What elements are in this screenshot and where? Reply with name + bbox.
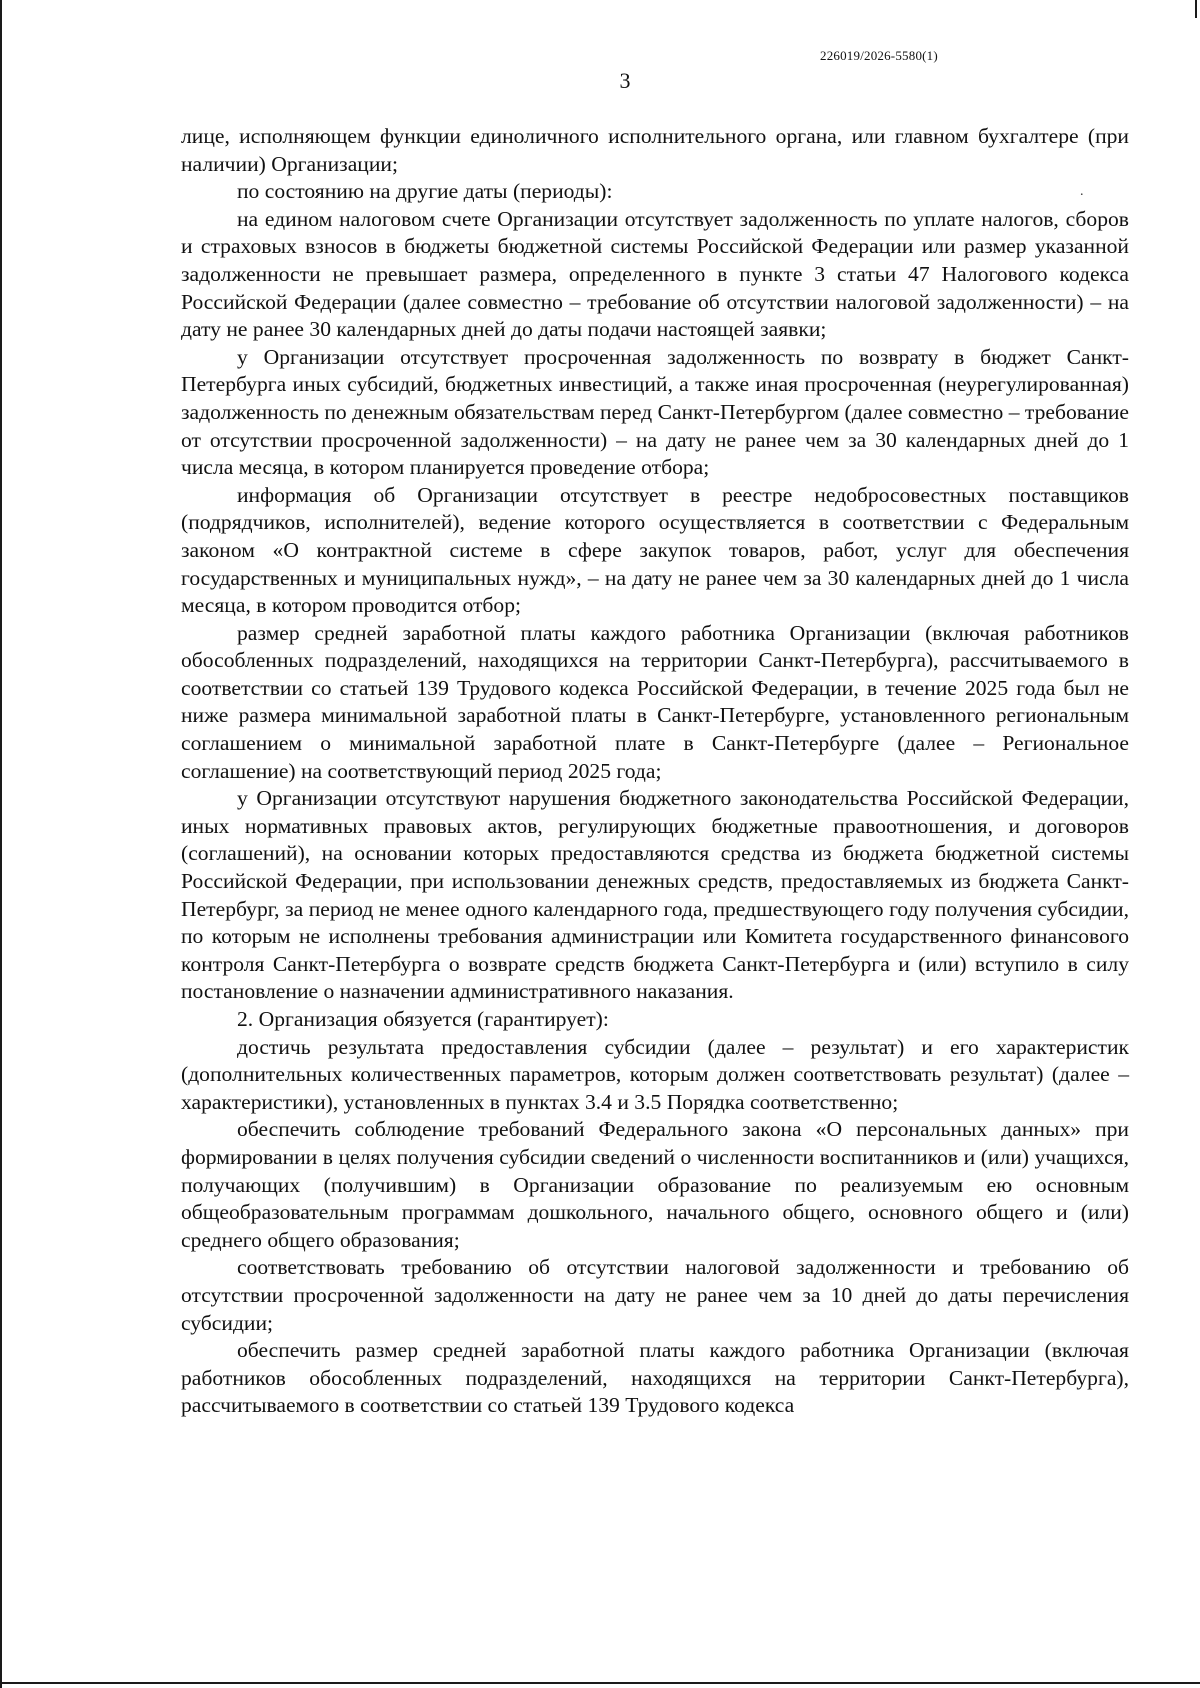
paragraph: у Организации отсутствует просроченная задолженность по возврату в бюджет Санкт-Петербурга иных субсидий, бюджетных инвестиций, а также иная просроченная (неурегулированная) задолженность по денежным обязательствам перед Санкт-Петербургом (далее совместно – требование от отсутствии просроченной задолженности) – на дату не ранее чем за 30 календарных дней до 1 числа месяца, в котором планируется проведение отбора;: [181, 344, 1129, 480]
stray-mark: .: [1080, 184, 1084, 199]
section-heading: 2. Организация обязуется (гарантирует):: [237, 1007, 609, 1031]
paragraph: лице, исполняющем функции единоличного исполнительного органа, или главном бухгалтере (при наличии) Организации;: [181, 124, 1129, 176]
scan-edge-bottom: [0, 1682, 1200, 1684]
paragraph: информация об Организации отсутствует в реестре недобросовестных поставщиков (подрядчиков, исполнителей), ведение которого осуществляется в соответствии с Федеральным законом «О контрактной системе в сфере закупок товаров, работ, услуг для обеспечения государственных и муниципальных нужд», – на дату не ранее чем за 30 календарных дней до 1 числа месяца, в котором проводится отбор;: [181, 482, 1129, 618]
paragraph: соответствовать требованию об отсутствии налоговой задолженности и требованию об отсутствии просроченной задолженности на дату не ранее чем за 10 дней до даты перечисления субсидии;: [181, 1255, 1129, 1335]
page-number: 3: [619, 68, 631, 93]
scan-edge-left: [0, 0, 2, 1688]
paragraph: размер средней заработной платы каждого работника Организации (включая работников обособленных подразделений, находящихся на территории Санкт-Петербурга), рассчитываемого в соответствии со статьей 139 Трудового кодекса Российской Федерации, в течение 2025 года был не ниже размера минимальной заработной платы в Санкт-Петербурге, установленного региональным соглашением о минимальной заработной плате в Санкт-Петербурге (далее – Региональное соглашение) на соответствующий период 2025 года;: [181, 620, 1129, 783]
document-body: [181, 123, 1129, 1420]
paragraph: на едином налоговом счете Организации отсутствует задолженность по уплате налогов, сборов и страховых взносов в бюджеты бюджетной системы Российской Федерации или размер указанной задолженности не превышает размера, определенного в пункте 3 статьи 47 Налогового кодекса Российской Федерации (далее совместно – требование об отсутствии налоговой задолженности) – на дату не ранее 30 календарных дней до даты подачи настоящей заявки;: [181, 206, 1129, 342]
paragraph: обеспечить размер средней заработной платы каждого работника Организации (включая работников обособленных подразделений, находящихся на территории Санкт-Петербурга), рассчитываемого в соответствии со статьей 139 Трудового кодекса: [181, 1338, 1129, 1418]
paragraph: по состоянию на другие даты (периоды):: [237, 179, 613, 204]
paragraph: обеспечить соблюдение требований Федерального закона «О персональных данных» при формировании в целях получения субсидии сведений о численности воспитанников и (или) учащихся, получающих (получившим) в Организации образование по реализуемым ею основным общеобразовательным программам дошкольного, начального общего, основного общего и (или) среднего общего образования;: [181, 1117, 1129, 1252]
paragraph: достичь результата предоставления субсидии (далее – результат) и его характеристик (дополнительных количественных параметров, которым должен соответствовать результат) (далее – характеристики), установленных в пунктах 3.4 и 3.5 Порядка соответственно;: [181, 1034, 1129, 1114]
scan-edge-right: [1195, 0, 1197, 18]
document-number: 226019/2026-5580(1): [820, 48, 938, 63]
paragraph: у Организации отсутствуют нарушения бюджетного законодательства Российской Федерации, иных нормативных правовых актов, регулирующих бюджетные правоотношения, и договоров (соглашений), на основании которых предоставляются средства из бюджета бюджетной системы Российской Федерации, при использовании денежных средств, предоставляемых из бюджета Санкт-Петербург, за период не менее одного календарного года, предшествующего году получения субсидии, по которым не исполнены требования администрации или Комитета государственного финансового контроля Санкт-Петербурга о возврате средств бюджета Санкт-Петербурга и (или) вступило в силу постановление о назначении административного наказания.: [181, 786, 1129, 1004]
